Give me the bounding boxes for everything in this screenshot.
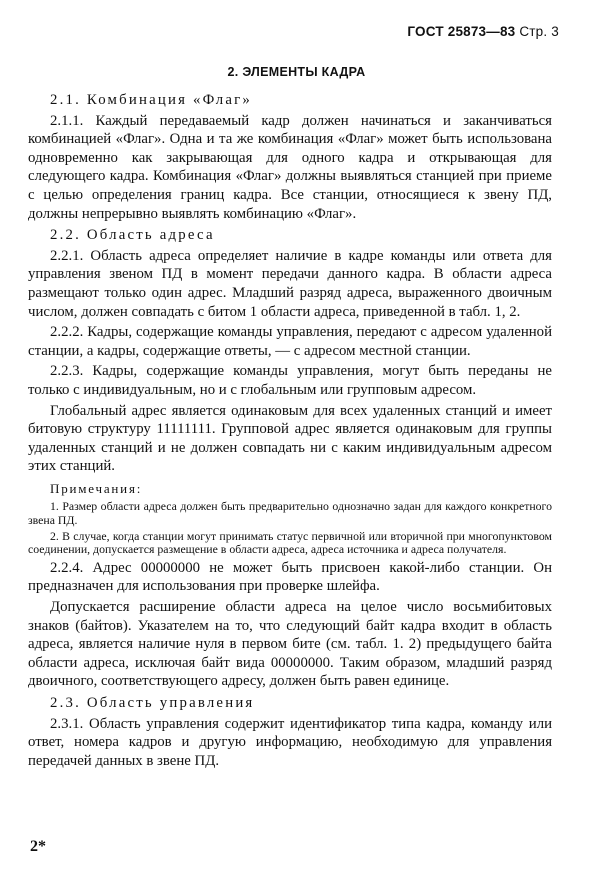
subsection-heading-2-2: 2.2. Область адреса bbox=[50, 227, 215, 244]
note-2: 2. В случае, когда станции могут принимать статус первичной или вторичной при многопунктовом соединении, допускается размещение в области адреса, адреса источника и адреса получателя. bbox=[28, 528, 552, 557]
page-header bbox=[407, 24, 559, 39]
paragraph-global-address: Глобальный адрес является одинаковым для всех удаленных станций и имеет битовую структуру 11111111. Групповой адрес является одинаковым для группы удаленных станций и не должен совпадать ни с каким индивидуальным адресом этих станций. bbox=[28, 402, 552, 475]
paragraph-2-3-1: 2.3.1. Область управления содержит идентификатор типа кадра, команду или ответ, номера кадров и другую информацию, необходимую для управления передачей данных в звене ПД. bbox=[28, 715, 552, 769]
standard-number: ГОСТ 25873—83 bbox=[407, 24, 516, 39]
body-text bbox=[28, 88, 552, 770]
page-number: Стр. 3 bbox=[519, 24, 559, 39]
subsection-heading-2-1: 2.1. Комбинация «Флаг» bbox=[50, 92, 252, 108]
paragraph-address-extension: Допускается расширение области адреса на целое число восьмибитовых знаков (байтов). Указателем на то, что следующий байт кадра входит в область адреса, является наличие нуля в первом бите (см. табл. 1. 2) предыдущего байта области адреса, исключая байт вида 00000000. Таким образом, младший разряд двоичного, соответствующего адресу, должен быть равен единице. bbox=[28, 599, 552, 690]
note-1: 1. Размер области адреса должен быть предварительно однозначно задан для каждого конкретного звена ПД. bbox=[28, 499, 552, 528]
subsection-heading-2-3: 2.3. Область управления bbox=[50, 695, 255, 711]
notes-heading: Примечания: bbox=[50, 480, 143, 496]
paragraph-2-2-2: 2.2.2. Кадры, содержащие команды управления, передают с адресом удаленной станции, а кадры, содержащие ответы, — с адресом местной станции. bbox=[28, 324, 552, 359]
paragraph-2-2-4: 2.2.4. Адрес 00000000 не может быть присвоен какой-либо станции. Он предназначен для использования при проверке шлейфа. bbox=[28, 559, 552, 595]
paragraph-2-2-3: 2.2.3. Кадры, содержащие команды управления, могут быть переданы не только с индивидуальным, но и с глобальным или групповым адресом. bbox=[28, 363, 552, 398]
paragraph-2-1-1: 2.1.1. Каждый передаваемый кадр должен начинаться и заканчиваться комбинацией «Флаг». Одна и та же комбинация «Флаг» может быть использована одновременно как закрывающая для одного кадра и открывающая для следующего кадра. Комбинация «Флаг» должны выявляться станцией при приеме с целью определения границ кадра. Все станции, относящиеся к звену ПД, должны непрерывно выявлять комбинацию «Флаг». bbox=[28, 112, 552, 222]
paragraph-2-2-1: 2.2.1. Область адреса определяет наличие в кадре команды или ответа для управления звеном ПД в момент передачи данного кадра. В области адреса размещают только один адрес. Младший разряд адреса, выраженного двоичным числом, должен совпадать с битом 1 области адреса, приведенной в табл. 1, 2. bbox=[28, 247, 552, 320]
section-title: 2. ЭЛЕМЕНТЫ КАДРА bbox=[227, 65, 366, 79]
signature-mark: 2* bbox=[30, 838, 46, 855]
